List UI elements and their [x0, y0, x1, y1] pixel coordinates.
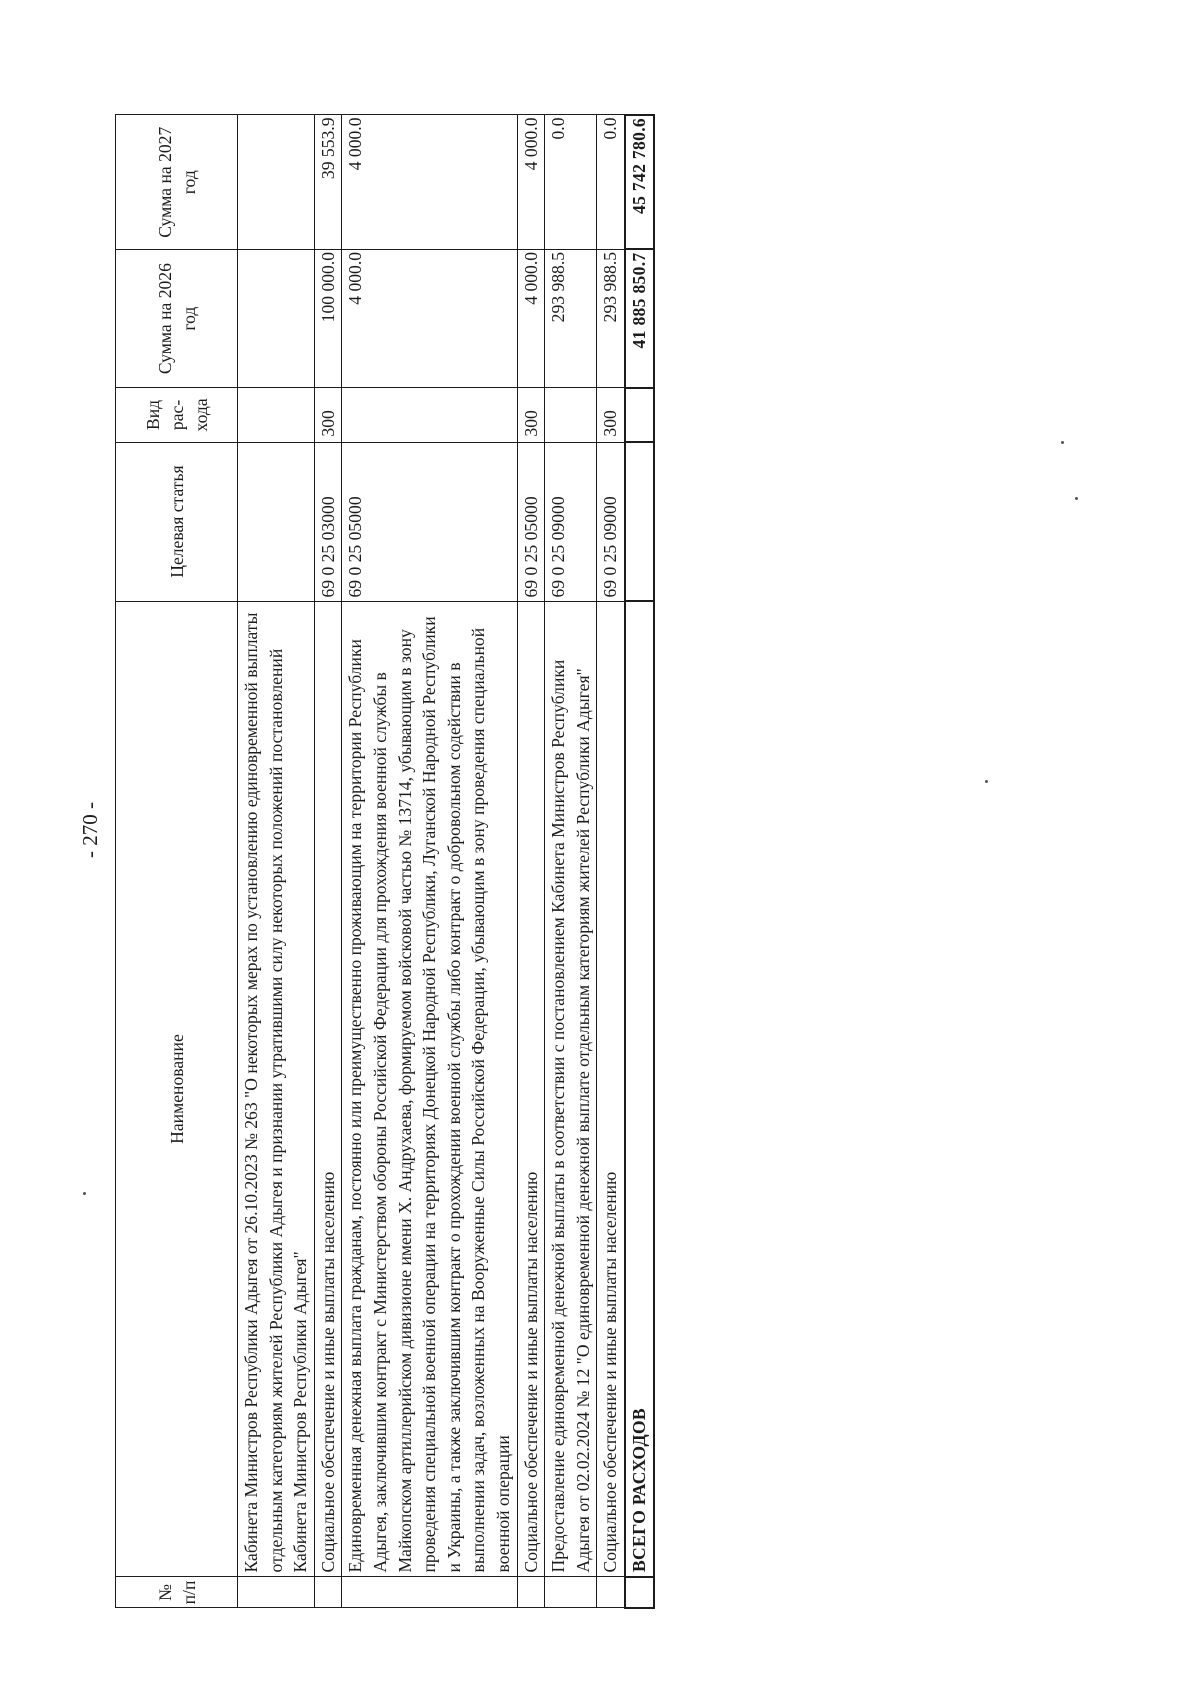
row-sum-2027 [238, 115, 315, 249]
scan-speck [1075, 497, 1078, 500]
row-sum-2026: 4 000.0 [342, 249, 517, 387]
table-row [545, 115, 597, 1608]
row-name: Социальное обеспечение и иные выплаты населению [314, 601, 342, 1577]
row-sum-2027: 4 000.0 [517, 115, 545, 249]
total-sum-2027: 45 742 780.6 [625, 115, 654, 249]
total-sum-2026: 41 885 850.7 [625, 249, 654, 387]
total-vid-cell [625, 388, 654, 442]
row-sum-2027: 4 000.0 [342, 115, 517, 249]
row-code: 69 0 25 09000 [545, 442, 597, 601]
row-num [314, 1577, 342, 1608]
header-name: Наименование [116, 601, 238, 1577]
row-vid [238, 388, 315, 442]
row-vid: 300 [597, 388, 625, 442]
row-sum-2027: 0.0 [545, 115, 597, 249]
row-code: 69 0 25 03000 [314, 442, 342, 601]
row-vid: 300 [314, 388, 342, 442]
header-sum-2026: Сумма на 2026 год [116, 249, 238, 387]
row-name: Единовременная денежная выплата гражданам, постоянно или преимущественно проживающим на территории Республики Адыгея, заключившим контракт с Министерством обороны Российской Федерации для прохождения военной службы в Майкопском артиллерийском дивизионе имени Х. Андрухаева, формируемом войсковой частью № 13714, убывающим в зону проведения специальной военной операции на территориях Донецкой Народной Республики, Луганской Народной Республики и Украины, а также заключившим контракт о прохождении военной службы либо контракт о добровольном содействии в выполнении задач, возложенных на Вооруженные Силы Российской Федерации, убывающим в зону проведения специальной военной операции [342, 601, 517, 1577]
scan-speck [1061, 441, 1064, 444]
row-name: Предоставление единовременной денежной выплаты в соответствии с постановлением Кабинета Министров Республики Адыгея от 02.02.2024 № 12 "О единовременной денежной выплате отдельным категориям жителей Республики Адыгея" [545, 601, 597, 1577]
page-number: - 270 - [78, 802, 102, 858]
row-num [342, 1577, 517, 1608]
row-name: Социальное обеспечение и иные выплаты населению [597, 601, 625, 1577]
total-code-cell [625, 442, 654, 601]
row-num [517, 1577, 545, 1608]
row-num [238, 1577, 315, 1608]
row-num [545, 1577, 597, 1608]
row-sum-2026: 100 000.0 [314, 249, 342, 387]
row-vid [342, 388, 517, 442]
row-vid: 300 [517, 388, 545, 442]
total-row [625, 115, 654, 1608]
row-sum-2026 [238, 249, 315, 387]
row-name: Кабинета Министров Республики Адыгея от 26.10.2023 № 263 "О некоторых мерах по установлению единовременной выплаты отдельным категориям жителей Республики Адыгея и признании утратившими силу некоторых положений постановлений Кабинета Министров Республики Адыгея" [238, 601, 315, 1577]
table-row [238, 115, 315, 1608]
header-vid: Вид рас-хода [116, 388, 238, 442]
row-sum-2026: 4 000.0 [517, 249, 545, 387]
table-row [597, 115, 625, 1608]
table-row [314, 115, 342, 1608]
row-code [238, 442, 315, 601]
table-row [342, 115, 517, 1608]
row-sum-2027: 0.0 [597, 115, 625, 249]
scan-speck [985, 780, 988, 783]
row-code: 69 0 25 09000 [597, 442, 625, 601]
total-num-cell [625, 1577, 654, 1608]
row-num [597, 1577, 625, 1608]
row-sum-2026: 293 988.5 [597, 249, 625, 387]
row-sum-2026: 293 988.5 [545, 249, 597, 387]
budget-table [115, 114, 655, 1609]
row-sum-2027: 39 553.9 [314, 115, 342, 249]
header-num: № п/п [116, 1577, 238, 1608]
header-code: Целевая статья [116, 442, 238, 601]
row-code: 69 0 25 05000 [342, 442, 517, 601]
table-row [517, 115, 545, 1608]
row-name: Социальное обеспечение и иные выплаты населению [517, 601, 545, 1577]
table-header-row [116, 115, 238, 1608]
scan-speck [83, 1192, 86, 1195]
header-sum-2027: Сумма на 2027 год [116, 115, 238, 249]
row-vid [545, 388, 597, 442]
row-code: 69 0 25 05000 [517, 442, 545, 601]
total-label: ВСЕГО РАСХОДОВ [625, 601, 654, 1577]
